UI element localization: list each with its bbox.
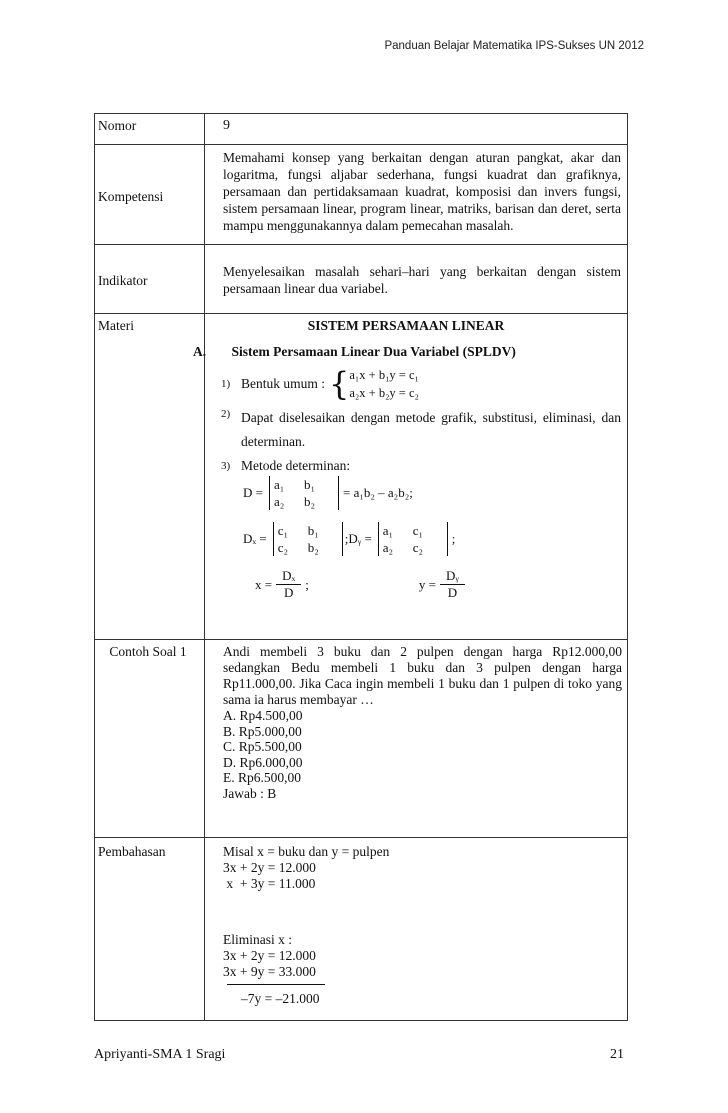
nomor-value: 9 [205, 114, 628, 145]
pembahasan-label: Pembahasan [95, 838, 205, 1021]
y-den: D [447, 585, 458, 600]
row-pembahasan [95, 838, 628, 1021]
item1-text: Bentuk umum : [241, 376, 325, 391]
item2-text: Dapat diselesaikan dengan metode grafik, substitusi, eliminasi, dan determinan. [241, 410, 621, 449]
pembahasan-line-1: Misal x = buku dan y = pulpen [223, 844, 390, 859]
contoh-question: Andi membeli 3 buku dan 2 pulpen dengan harga Rp12.000,00 sedangkan Bedu membeli 1 buku dan 3 pulpen dengan harga Rp11.000,00. Jika Caca ingin membeli 1 buku dan 1 pulpen di toko yang sama ia harus membayar … [223, 644, 622, 707]
dx-label: Dₓ = [243, 531, 267, 546]
item-3 [221, 458, 621, 474]
row-nomor [95, 114, 628, 145]
kompetensi-label: Kompetensi [95, 145, 205, 245]
general-equations [349, 366, 419, 402]
content-table [94, 113, 628, 1021]
x-label: x = [255, 576, 273, 592]
dy-c1: c₁ [412, 523, 424, 538]
answer: Jawab : B [223, 785, 277, 801]
det-dy-matrix [378, 522, 448, 556]
page-number: 21 [610, 1047, 624, 1062]
det-dx-matrix [273, 522, 343, 556]
indikator-label: Indikator [95, 245, 205, 314]
det-a2: a₂ [273, 494, 285, 509]
dx-b1: b₁ [307, 523, 319, 538]
det-d-row [243, 476, 621, 510]
y-num: Dᵧ [440, 568, 465, 585]
d-label: D = [243, 485, 263, 500]
contoh-label: Contoh Soal 1 [95, 640, 205, 838]
dy-label: ;Dᵧ = [344, 531, 372, 546]
item3-text: Metode determinan: [241, 458, 351, 473]
nomor-label: Nomor [95, 114, 205, 145]
materi-title: SISTEM PERSAMAAN LINEAR [307, 318, 505, 333]
det-a1: a₁ [273, 477, 285, 492]
xy-formula-row [255, 568, 621, 601]
x-den: D [283, 585, 294, 600]
x-semicolon: ; [305, 576, 309, 592]
elim-line-3: 3x + 9y = 33.000 [223, 964, 316, 979]
subtraction-line [227, 984, 325, 985]
eq2: a₂x + b₂y = c₂ [349, 386, 419, 400]
kompetensi-text: Memahami konsep yang berkaitan dengan aturan pangkat, akar dan logaritma, fungsi aljabar sederhana, fungsi kuadrat dan grafiknya, persamaan dan pertidaksamaan kuadrat, komposisi dan invers fungsi, sistem persamaan linear, program linear, matriks, barisan dan deret, serta mampu menggunakannya dalam pemecahan masalah. [205, 145, 628, 245]
section-letter: A. [193, 344, 207, 359]
det-dxdy-row [243, 522, 621, 556]
option-d: D. Rp6.000,00 [223, 754, 303, 770]
materi-label: Materi [95, 314, 205, 640]
footer-author: Apriyanti-SMA 1 Sragi [94, 1047, 226, 1062]
item-1 [221, 366, 621, 402]
item-2 [221, 406, 621, 454]
x-num: Dₓ [276, 568, 301, 585]
item3-num: 3) [221, 460, 231, 472]
elim-line-2: 3x + 2y = 12.000 [223, 948, 316, 963]
dx-c2: c₂ [277, 540, 289, 555]
item1-num: 1) [221, 378, 231, 390]
row-materi [95, 314, 628, 640]
y-fraction [440, 568, 465, 601]
option-c: C. Rp5.500,00 [223, 739, 302, 754]
eq1: a₁x + b₁y = c₁ [349, 368, 419, 382]
option-b: B. Rp5.000,00 [223, 723, 302, 739]
dy-c2: c₂ [412, 540, 424, 555]
y-label: y = [418, 576, 436, 592]
det-b1: b₁ [303, 477, 316, 492]
row-kompetensi [95, 145, 628, 245]
options-list [223, 708, 622, 786]
d-result: = a₁b₂ – a₂b₂; [342, 485, 413, 500]
option-e: E. Rp6.500,00 [223, 770, 302, 785]
dx-c1: c₁ [277, 523, 289, 538]
dx-b2: b₂ [307, 540, 319, 555]
indikator-text: Menyelesaikan masalah sehari–hari yang berkaitan dengan sistem persamaan linear dua variabel. [205, 245, 628, 314]
elim-result: –7y = –21.000 [241, 991, 320, 1006]
section-heading [193, 344, 621, 360]
det-d-matrix [269, 476, 339, 510]
det-b2: b₂ [303, 494, 316, 509]
pembahasan-line-3: x + 3y = 11.000 [223, 876, 316, 891]
option-a: A. Rp4.500,00 [223, 708, 303, 723]
dy-a2: a₂ [382, 540, 394, 555]
row-contoh [95, 640, 628, 838]
dxdy-semicolon: ; [451, 531, 456, 546]
section-title: Sistem Persamaan Linear Dua Variabel (SPLDV) [231, 344, 516, 359]
x-fraction [276, 568, 301, 601]
page-header: Panduan Belajar Matematika IPS-Sukses UN 2012 [384, 40, 644, 52]
elim-line-1: Eliminasi x : [223, 932, 292, 947]
brace-icon: { [329, 365, 350, 403]
item2-num: 2) [221, 408, 231, 420]
row-indikator [95, 245, 628, 314]
dy-a1: a₁ [382, 523, 394, 538]
pembahasan-line-2: 3x + 2y = 12.000 [223, 860, 316, 875]
